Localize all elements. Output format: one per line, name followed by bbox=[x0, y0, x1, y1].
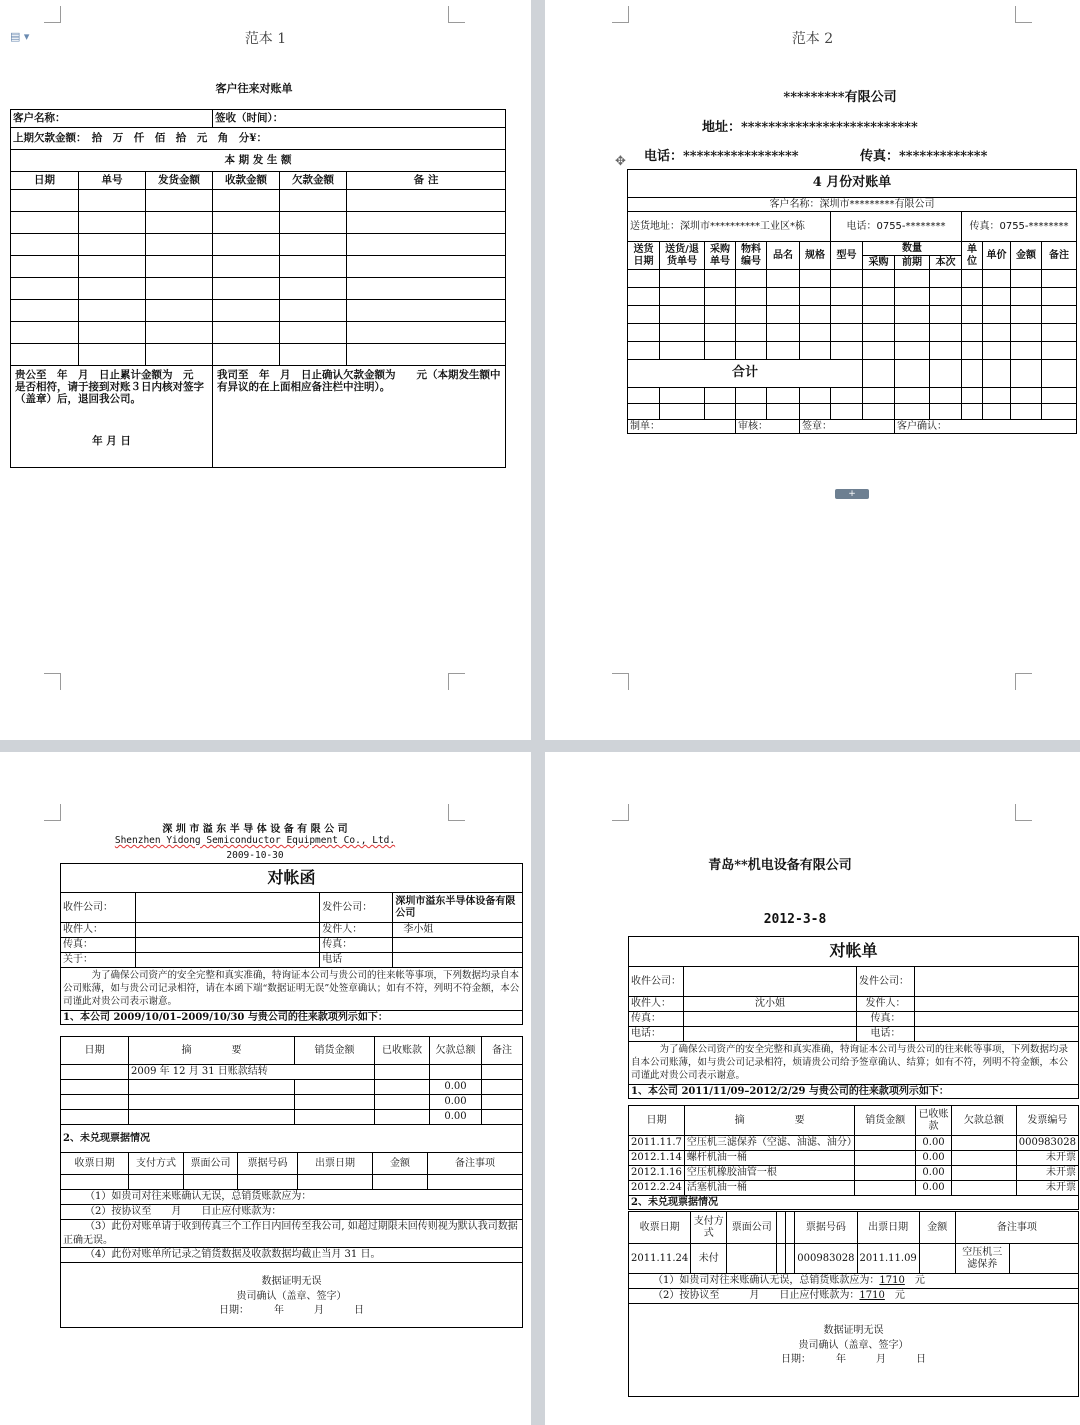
send-person-label: 发件人： bbox=[320, 923, 393, 938]
crop-mark bbox=[1015, 804, 1032, 821]
footer-confirm: 客户确认： bbox=[895, 420, 1077, 434]
col-header: 备 注 bbox=[347, 172, 506, 190]
col-header: 收款金额 bbox=[213, 172, 280, 190]
row-invoice: 未开票 bbox=[1016, 1151, 1078, 1166]
note-3: （3）此份对账单请于收到传真三个工作日内回传至我公司, 如超过期限未回传则视为默认我司数据正确无误。 bbox=[61, 1220, 523, 1248]
col-header: 摘 要 bbox=[129, 1037, 295, 1065]
send-person-label: 发件人： bbox=[857, 997, 915, 1012]
table-row bbox=[629, 1181, 1079, 1196]
note-1: （1）如贵司对往来账确认无误，总销货账款应为： bbox=[61, 1190, 523, 1205]
bill-issue-date: 2011.11.09 bbox=[857, 1244, 919, 1274]
intro-text: 为了确保公司资产的安全完整和真实准确，特询证本公司与贵公司的往来帐等事项，下列数据均录自本公司账薄，如与贵公司记录相符，烦请贵公司给予签章确认、结算；如有不符，列明不符金额，本公司谨此对贵公司表示谢意。 bbox=[629, 1042, 1079, 1085]
col-header: 收票日期 bbox=[629, 1212, 691, 1244]
table-row bbox=[628, 324, 1077, 342]
page-header: 范本 1 bbox=[244, 31, 287, 47]
recv-company-label: 收件公司： bbox=[61, 893, 136, 923]
crop-mark bbox=[612, 804, 629, 821]
crop-mark bbox=[448, 6, 465, 23]
send-person-value: 李小姐 bbox=[393, 923, 523, 938]
page-header: 范本 2 bbox=[791, 31, 834, 47]
fax-label: 传真： bbox=[320, 938, 393, 953]
col-header: 支付方式 bbox=[691, 1212, 727, 1244]
col-header: 出票日期 bbox=[857, 1212, 919, 1244]
phone-label: 电话 bbox=[320, 953, 393, 968]
prev-balance: 上期欠款金额： 拾 万 仟 佰 拾 元 角 分¥： bbox=[11, 128, 506, 150]
bill-number: 000983028 bbox=[795, 1244, 857, 1274]
row-desc: 空压机橡胶油管一根 bbox=[684, 1166, 854, 1181]
confirm-date: 日期： 年 月 日 bbox=[781, 1354, 926, 1365]
row-date: 2011.11.7 bbox=[629, 1136, 685, 1151]
fax-label: 传真： bbox=[857, 1012, 915, 1027]
col-header: 票面公司 bbox=[184, 1153, 238, 1175]
bills-table bbox=[628, 1211, 1079, 1397]
crop-mark bbox=[1015, 673, 1032, 690]
col-header: 日期 bbox=[629, 1106, 685, 1136]
col-header: 送货/退货单号 bbox=[660, 242, 705, 270]
row-invoice: 未开票 bbox=[1016, 1181, 1078, 1196]
table-row bbox=[61, 1175, 523, 1190]
statement-table bbox=[628, 936, 1079, 1099]
reconciliation-letter-table bbox=[60, 863, 523, 1025]
balance-value: 0.00 bbox=[430, 1080, 482, 1095]
note-1-value: 1710 bbox=[879, 1275, 905, 1287]
row-amount: 0.00 bbox=[916, 1166, 952, 1181]
col-header: 已收账款 bbox=[916, 1106, 952, 1136]
col-header: 日期 bbox=[11, 172, 79, 190]
note-right: 我司至 年 月 日止确认欠款金额为 元（本期发生额中有异议的在上面相应备注栏中注明）。 bbox=[213, 366, 506, 468]
col-header: 数量 bbox=[863, 242, 962, 256]
col-header: 金额 bbox=[919, 1212, 955, 1244]
bill-pay: 未付 bbox=[691, 1244, 727, 1274]
total-label: 合计 bbox=[628, 360, 863, 388]
table-row bbox=[11, 190, 506, 212]
col-header: 送货日期 bbox=[628, 242, 660, 270]
confirm-date: 日期： 年 月 日 bbox=[219, 1305, 364, 1317]
col-header: 备注事项 bbox=[428, 1153, 523, 1175]
section-2: 2、未兑现票据情况 bbox=[629, 1196, 1079, 1210]
table-row bbox=[628, 388, 1077, 404]
balance-value: 0.00 bbox=[430, 1095, 482, 1110]
table-row bbox=[11, 256, 506, 278]
row-desc: 螺杆机油一桶 bbox=[684, 1151, 854, 1166]
crop-mark bbox=[44, 804, 61, 821]
confirm-sign: 贵司确认（盖章、签字） bbox=[798, 1339, 909, 1351]
date-line: 年 月 日 bbox=[92, 435, 131, 448]
company-name: *********有限公司 bbox=[783, 90, 897, 105]
col-header: 票据号码 bbox=[795, 1212, 857, 1244]
recv-person-value: 沈小姐 bbox=[684, 997, 857, 1012]
table-row bbox=[61, 1080, 523, 1095]
section-1: 1、本公司 2011/11/09–2012/2/29 与贵公司的往来款项列示如下： bbox=[629, 1085, 1079, 1099]
col-header: 单号 bbox=[79, 172, 146, 190]
note-4: （4）此份对账单所记录之销货数据及收款数据均截止当月 31 日。 bbox=[61, 1248, 523, 1263]
table-row bbox=[628, 270, 1077, 288]
note-2: （2）按协议至 月 日止应付账款为： bbox=[61, 1205, 523, 1220]
table-row bbox=[11, 344, 506, 366]
phone: 电话：***************** bbox=[644, 149, 799, 164]
move-handle-icon[interactable]: ✥ bbox=[615, 154, 626, 169]
page-sample-1 bbox=[0, 0, 531, 740]
sign-time-label: 签收（时间）： bbox=[213, 110, 506, 128]
send-company-label: 发件公司： bbox=[857, 967, 915, 997]
recv-person-label: 收件人： bbox=[629, 997, 684, 1012]
col-header: 票面公司 bbox=[727, 1212, 777, 1244]
note-2-value: 1710 bbox=[859, 1290, 885, 1302]
row-invoice: 000983028 bbox=[1016, 1136, 1078, 1151]
col-header: 支付方式 bbox=[129, 1153, 184, 1175]
col-header: 欠款总额 bbox=[951, 1106, 1016, 1136]
note-2: （2）按协议至 月 日止应付账款为：1710 元 bbox=[629, 1289, 1079, 1304]
col-header: 发票编号 bbox=[1016, 1106, 1078, 1136]
transactions-table bbox=[628, 1105, 1079, 1210]
phone-number: 电话：0755-******** bbox=[831, 212, 962, 242]
fax: 传真：************* bbox=[860, 149, 988, 164]
statement-table bbox=[627, 169, 1077, 434]
send-company-value: 深圳市溢东半导体设备有限公司 bbox=[393, 893, 523, 923]
document-icon[interactable]: ▤ ▾ bbox=[10, 30, 30, 43]
address: 地址：************************** bbox=[702, 120, 918, 135]
fax-label: 传真： bbox=[629, 1012, 684, 1027]
table-row bbox=[628, 342, 1077, 360]
col-subheader: 本次 bbox=[930, 256, 962, 270]
table-row bbox=[11, 212, 506, 234]
row-date: 2012.1.14 bbox=[629, 1151, 685, 1166]
col-header: 型号 bbox=[831, 242, 863, 270]
page-sample-4 bbox=[545, 752, 1080, 1425]
col-header: 备注 bbox=[482, 1037, 523, 1065]
transactions-table bbox=[60, 1036, 523, 1153]
crop-mark bbox=[612, 673, 629, 690]
row-amount: 0.00 bbox=[916, 1151, 952, 1166]
col-header: 规格 bbox=[800, 242, 831, 270]
letter-title: 对帐函 bbox=[61, 864, 523, 893]
col-header: 出票日期 bbox=[298, 1153, 373, 1175]
col-header: 备注 bbox=[1042, 242, 1077, 270]
crop-mark bbox=[448, 673, 465, 690]
col-header: 收票日期 bbox=[61, 1153, 129, 1175]
table-row bbox=[628, 288, 1077, 306]
col-header: 票据号码 bbox=[238, 1153, 298, 1175]
col-header: 已收账款 bbox=[375, 1037, 430, 1065]
row-date: 2012.1.16 bbox=[629, 1166, 685, 1181]
about-label: 关于： bbox=[61, 953, 136, 968]
row-amount: 0.00 bbox=[916, 1136, 952, 1151]
statement-title: 4 月份对账单 bbox=[628, 170, 1077, 198]
send-company-label: 发件公司： bbox=[320, 893, 393, 923]
table-row bbox=[629, 1151, 1079, 1166]
table-row bbox=[11, 234, 506, 256]
row-desc: 活塞机油一桶 bbox=[684, 1181, 854, 1196]
carry-forward-row: 2009 年 12 月 31 日账款结转 bbox=[129, 1065, 375, 1080]
ship-address: 送货地址：深圳市**********工业区*栋 bbox=[628, 212, 831, 242]
col-header: 物料编号 bbox=[736, 242, 767, 270]
col-header: 欠款总额 bbox=[430, 1037, 482, 1065]
col-header: 金额 bbox=[1011, 242, 1042, 270]
bill-date: 2011.11.24 bbox=[629, 1244, 691, 1274]
table-row bbox=[11, 300, 506, 322]
add-row-button[interactable]: + bbox=[835, 489, 869, 499]
table-row bbox=[11, 278, 506, 300]
note-1: （1）如贵司对往来账确认无误，总销货账款应为：1710 元 bbox=[629, 1274, 1079, 1289]
company-cn: 深 圳 市 溢 东 半 导 体 设 备 有 限 公 司 bbox=[162, 824, 348, 835]
col-header: 摘 要 bbox=[684, 1106, 854, 1136]
row-date: 2012.2.24 bbox=[629, 1181, 685, 1196]
col-header: 销货金额 bbox=[295, 1037, 375, 1065]
doc-title: 客户往来对账单 bbox=[215, 82, 293, 95]
row-invoice: 未开票 bbox=[1016, 1166, 1078, 1181]
statement-table bbox=[10, 109, 506, 468]
period-label: 本 期 发 生 额 bbox=[11, 150, 506, 172]
col-subheader: 采购 bbox=[863, 256, 895, 270]
intro-text: 为了确保公司资产的安全完整和真实准确，特询证本公司与贵公司的往来帐等事项，下列数据均录自本公司账薄，如与贵公司记录相符，请在本函下端“数据证明无误”处签章确认；如有不符，列明不符金额，本公司谨此对贵公司表示谢意。 bbox=[61, 968, 523, 1011]
col-header: 备注事项 bbox=[955, 1212, 1078, 1244]
crop-mark bbox=[612, 6, 629, 23]
customer-name: 客户名称：深圳市*********有限公司 bbox=[628, 198, 1077, 212]
bills-table bbox=[60, 1152, 523, 1328]
phone-label: 电话： bbox=[629, 1027, 684, 1042]
table-row bbox=[11, 322, 506, 344]
company-en: Shenzhen Yidong Semiconductor Equipment Co., Ltd. bbox=[114, 835, 396, 846]
crop-mark bbox=[44, 6, 61, 23]
note-left: 贵公至 年 月 日止累计金额为 元 是否相符，请于接到对账３日内核对签字（盖章）后，退回我公司。 bbox=[15, 369, 204, 406]
bill-note: 空压机三滤保养 bbox=[955, 1244, 1009, 1274]
row-amount: 0.00 bbox=[916, 1181, 952, 1196]
table-row bbox=[628, 404, 1077, 420]
fax-label: 传真： bbox=[61, 938, 136, 953]
phone-label: 电话： bbox=[857, 1027, 915, 1042]
confirm-text: 数据证明无误 bbox=[261, 1276, 322, 1288]
table-row bbox=[629, 1166, 1079, 1181]
table-row bbox=[629, 1136, 1079, 1151]
col-header: 发货金额 bbox=[146, 172, 213, 190]
company-name: 青岛**机电设备有限公司 bbox=[708, 858, 852, 873]
col-header: 品名 bbox=[767, 242, 800, 270]
col-header: 单位 bbox=[962, 242, 983, 270]
page-sample-3 bbox=[0, 752, 531, 1425]
statement-title: 对帐单 bbox=[629, 937, 1079, 967]
section-2: 2、未兑现票据情况 bbox=[61, 1125, 523, 1153]
recv-person-label: 收件人： bbox=[61, 923, 136, 938]
balance-value: 0.00 bbox=[430, 1110, 482, 1125]
col-header: 金额 bbox=[373, 1153, 428, 1175]
col-subheader: 前期 bbox=[895, 256, 930, 270]
page-sample-2 bbox=[545, 0, 1080, 740]
letter-date: 2009-10-30 bbox=[226, 850, 284, 861]
col-header: 采购单号 bbox=[705, 242, 736, 270]
confirm-text: 数据证明无误 bbox=[823, 1325, 884, 1336]
footer-seal: 签章： bbox=[800, 420, 895, 434]
col-header: 欠款金额 bbox=[280, 172, 347, 190]
crop-mark bbox=[1015, 6, 1032, 23]
fax-number: 传真：0755-******** bbox=[962, 212, 1077, 242]
table-row bbox=[628, 306, 1077, 324]
customer-name-label: 客户名称： bbox=[11, 110, 213, 128]
footer-maker: 制单： bbox=[628, 420, 736, 434]
table-row bbox=[61, 1110, 523, 1125]
confirm-sign: 贵司确认（盖章、签字） bbox=[236, 1290, 347, 1302]
recv-company-label: 收件公司： bbox=[629, 967, 684, 997]
table-row bbox=[629, 1244, 1079, 1274]
col-header: 单价 bbox=[983, 242, 1011, 270]
footer-review: 审核： bbox=[736, 420, 800, 434]
crop-mark bbox=[44, 673, 61, 690]
section-1: 1、本公司 2009/10/01–2009/10/30 与贵公司的往来款项列示如下： bbox=[61, 1011, 523, 1025]
col-header: 日期 bbox=[61, 1037, 129, 1065]
col-header: 销货金额 bbox=[855, 1106, 916, 1136]
crop-mark bbox=[448, 804, 465, 821]
table-row bbox=[61, 1095, 523, 1110]
table-row bbox=[61, 1065, 523, 1080]
statement-date: 2012-3-8 bbox=[763, 912, 827, 927]
row-desc: 空压机三滤保养（空滤、油滤、油分） bbox=[684, 1136, 854, 1151]
